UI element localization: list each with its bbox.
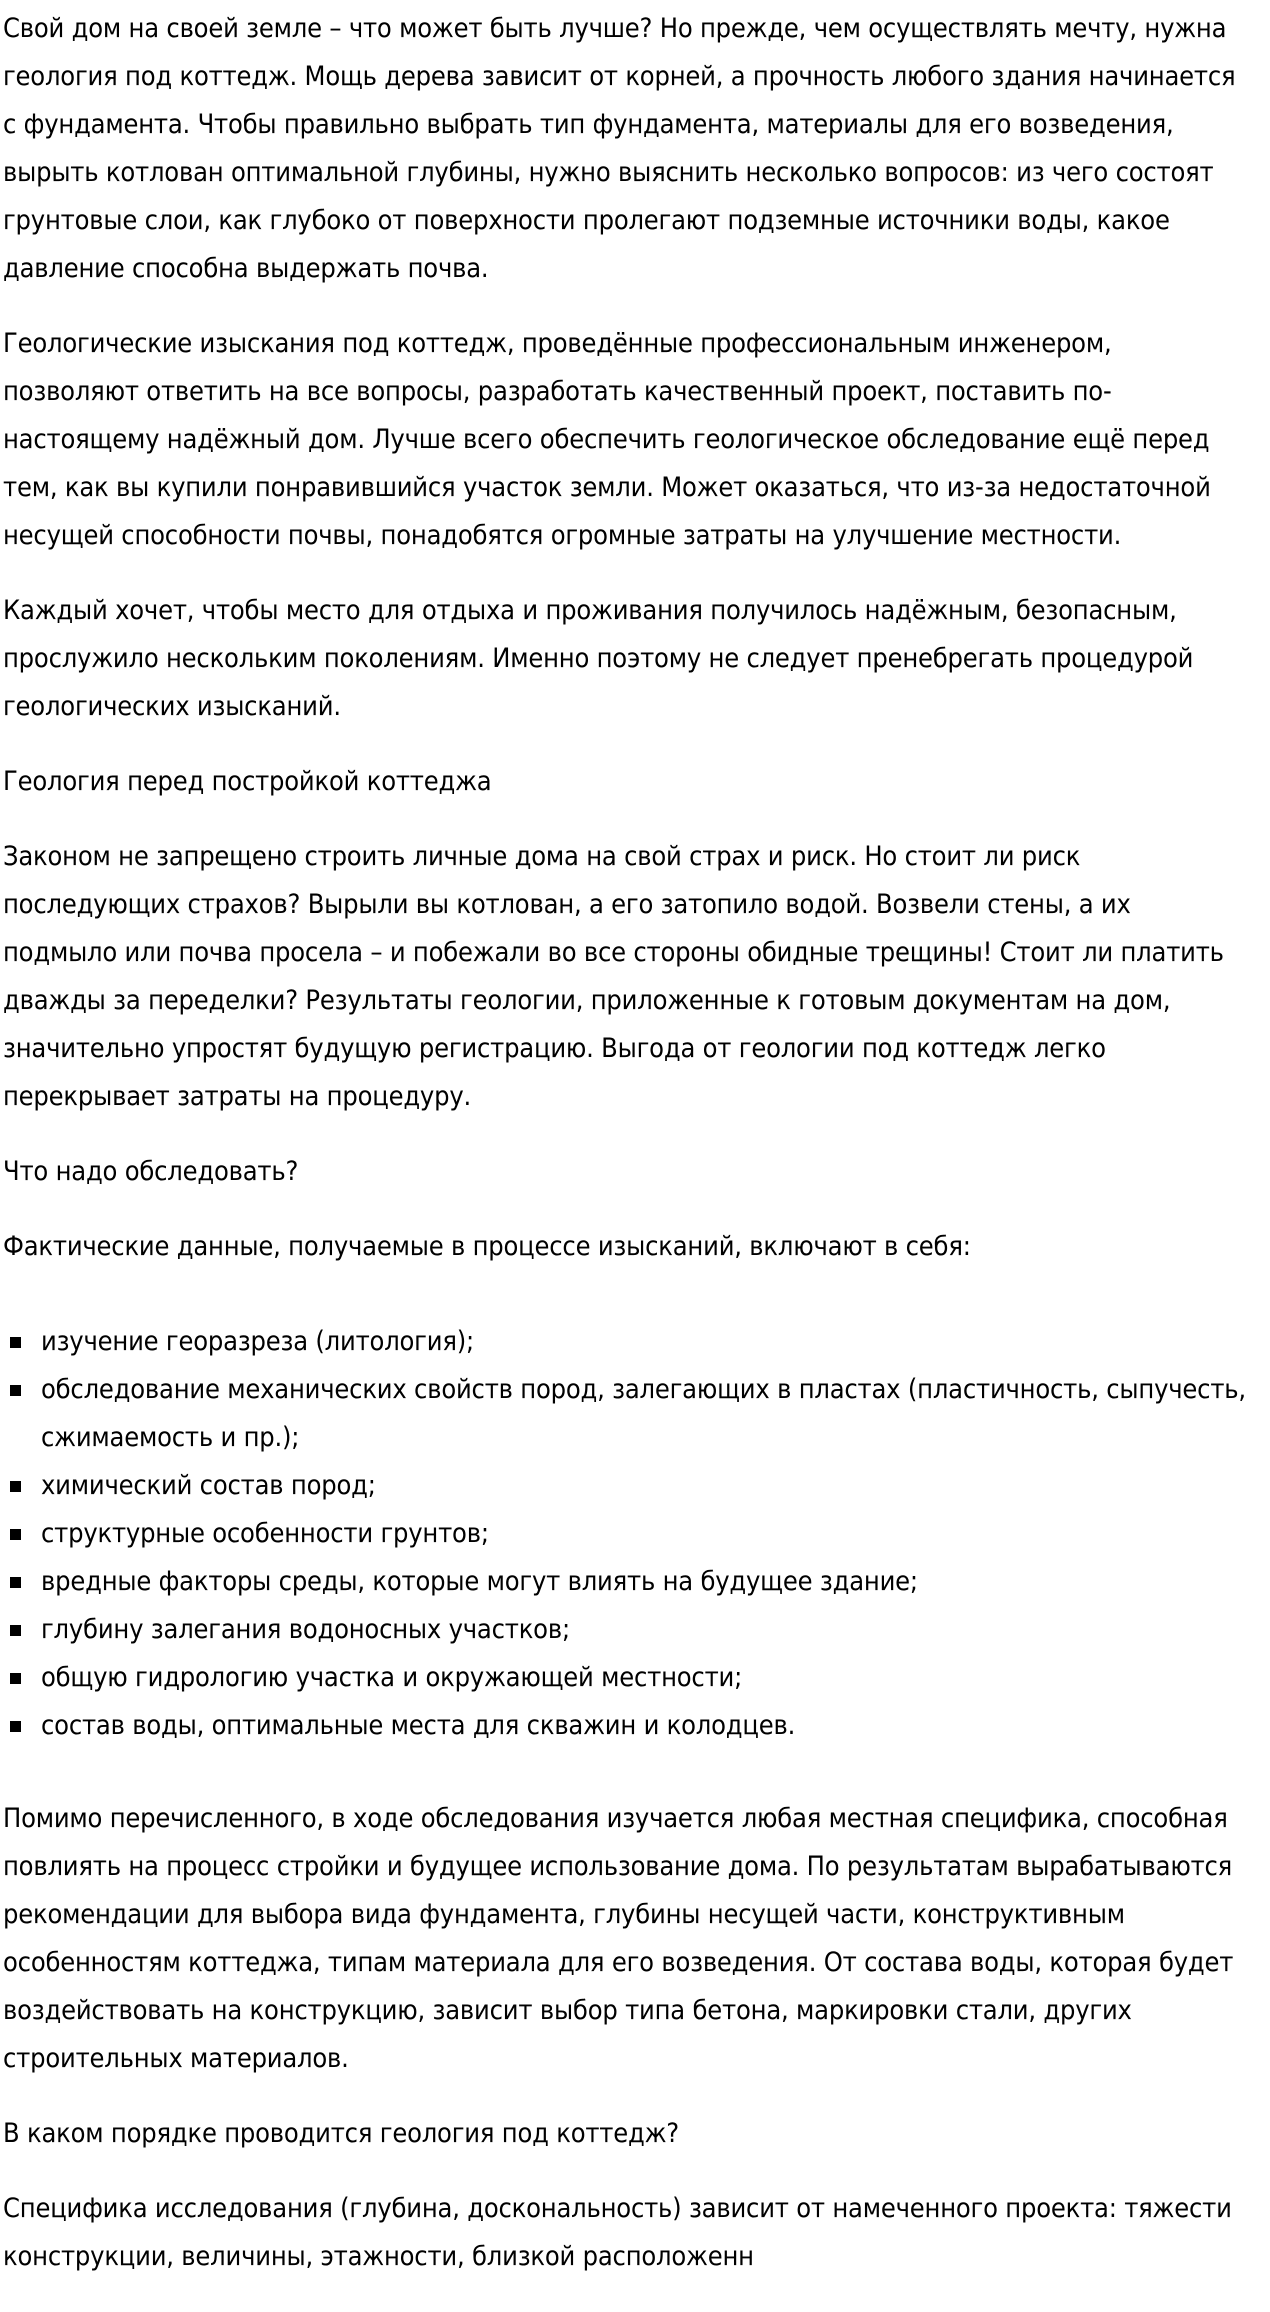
list-item	[3, 1606, 1246, 1654]
list-item	[3, 1510, 1246, 1558]
square-bullet-icon	[10, 1385, 21, 1396]
list-item	[3, 1558, 1246, 1606]
square-bullet-icon	[10, 1481, 21, 1492]
list-item	[3, 1462, 1246, 1510]
paragraph-geological-surveys: Геологические изыскания под коттедж, проведённые профессиональным инженером, позволяют ответить на все вопросы, разработать качественный проект, поставить по-настоящему надёжный дом. Лучше всего обеспечить геологическое обследование ещё перед тем, как вы купили понравившийся участок земли. Может оказаться, что из-за недостаточной несущей способности почвы, понадобятся огромные затраты на улучшение местности.	[3, 328, 1211, 551]
list-item	[3, 1318, 1246, 1366]
list-item-text: обследование механических свойств пород, залегающих в пластах (пластичность, сыпучесть, сжимаемость и пр.);	[41, 1374, 1246, 1453]
list-item	[3, 1654, 1246, 1702]
square-bullet-icon	[10, 1577, 21, 1588]
paragraph-research-specifics: Специфика исследования (глубина, доскональность) зависит от намеченного проекта: тяжести конструкции, величины, этажности, близкой расположенн	[3, 2193, 1232, 2272]
list-item-text: общую гидрологию участка и окружающей местности;	[41, 1662, 743, 1693]
square-bullet-icon	[10, 1529, 21, 1540]
square-bullet-icon	[10, 1625, 21, 1636]
list-item-text: вредные факторы среды, которые могут влиять на будущее здание;	[41, 1566, 918, 1597]
list-item-text: химический состав пород;	[41, 1470, 376, 1501]
paragraph-factual-data: Фактические данные, получаемые в процессе изысканий, включают в себя:	[3, 1231, 971, 1262]
paragraph-intro: Свой дом на своей земле – что может быть лучше? Но прежде, чем осуществлять мечту, нужна геология под коттедж. Мощь дерева зависит от корней, а прочность любого здания начинается с фундамента. Чтобы правильно выбрать тип фундамента, материалы для его возведения, вырыть котлован оптимальной глубины, нужно выяснить несколько вопросов: из чего состоят грунтовые слои, как глубоко от поверхности пролегают подземные источники воды, какое давление способна выдержать почва.	[3, 13, 1236, 284]
paragraph-besides-listed: Помимо перечисленного, в ходе обследования изучается любая местная специфика, способная повлиять на процесс стройки и будущее использование дома. По результатам вырабатываются рекомендации для выбора вида фундамента, глубины несущей части, конструктивным особенностям коттеджа, типам материала для его возведения. От состава воды, которая будет воздействовать на конструкцию, зависит выбор типа бетона, маркировки стали, других строительных материалов.	[3, 1803, 1234, 2074]
list-item	[3, 1702, 1246, 1750]
heading-geology-before-construction: Геология перед постройкой коттеджа	[3, 766, 492, 797]
list-item	[3, 1366, 1246, 1462]
paragraph-everyone-wants: Каждый хочет, чтобы место для отдыха и проживания получилось надёжным, безопасным, прослужило нескольким поколениям. Именно поэтому не следует пренебрегать процедурой геологических изысканий.	[3, 595, 1194, 722]
square-bullet-icon	[10, 1721, 21, 1732]
list-item-text: изучение георазреза (литология);	[41, 1326, 474, 1357]
paragraph-law-risk: Законом не запрещено строить личные дома на свой страх и риск. Но стоит ли риск последующих страхов? Вырыли вы котлован, а его затопило водой. Возвели стены, а их подмыло или почва просела – и побежали во все стороны обидные трещины! Стоит ли платить дважды за переделки? Результаты геологии, приложенные к готовым документам на дом, значительно упростят будущую регистрацию. Выгода от геологии под коттедж легко перекрывает затраты на процедуру.	[3, 841, 1224, 1112]
list-item-text: глубину залегания водоносных участков;	[41, 1614, 570, 1645]
list-item-text: состав воды, оптимальные места для скважин и колодцев.	[41, 1710, 796, 1741]
survey-data-list	[3, 1318, 1246, 1750]
heading-what-to-survey: Что надо обследовать?	[3, 1156, 299, 1187]
square-bullet-icon	[10, 1673, 21, 1684]
heading-procedure-order: В каком порядке проводится геология под коттедж?	[3, 2118, 679, 2149]
list-item-text: структурные особенности грунтов;	[41, 1518, 489, 1549]
square-bullet-icon	[10, 1337, 21, 1348]
